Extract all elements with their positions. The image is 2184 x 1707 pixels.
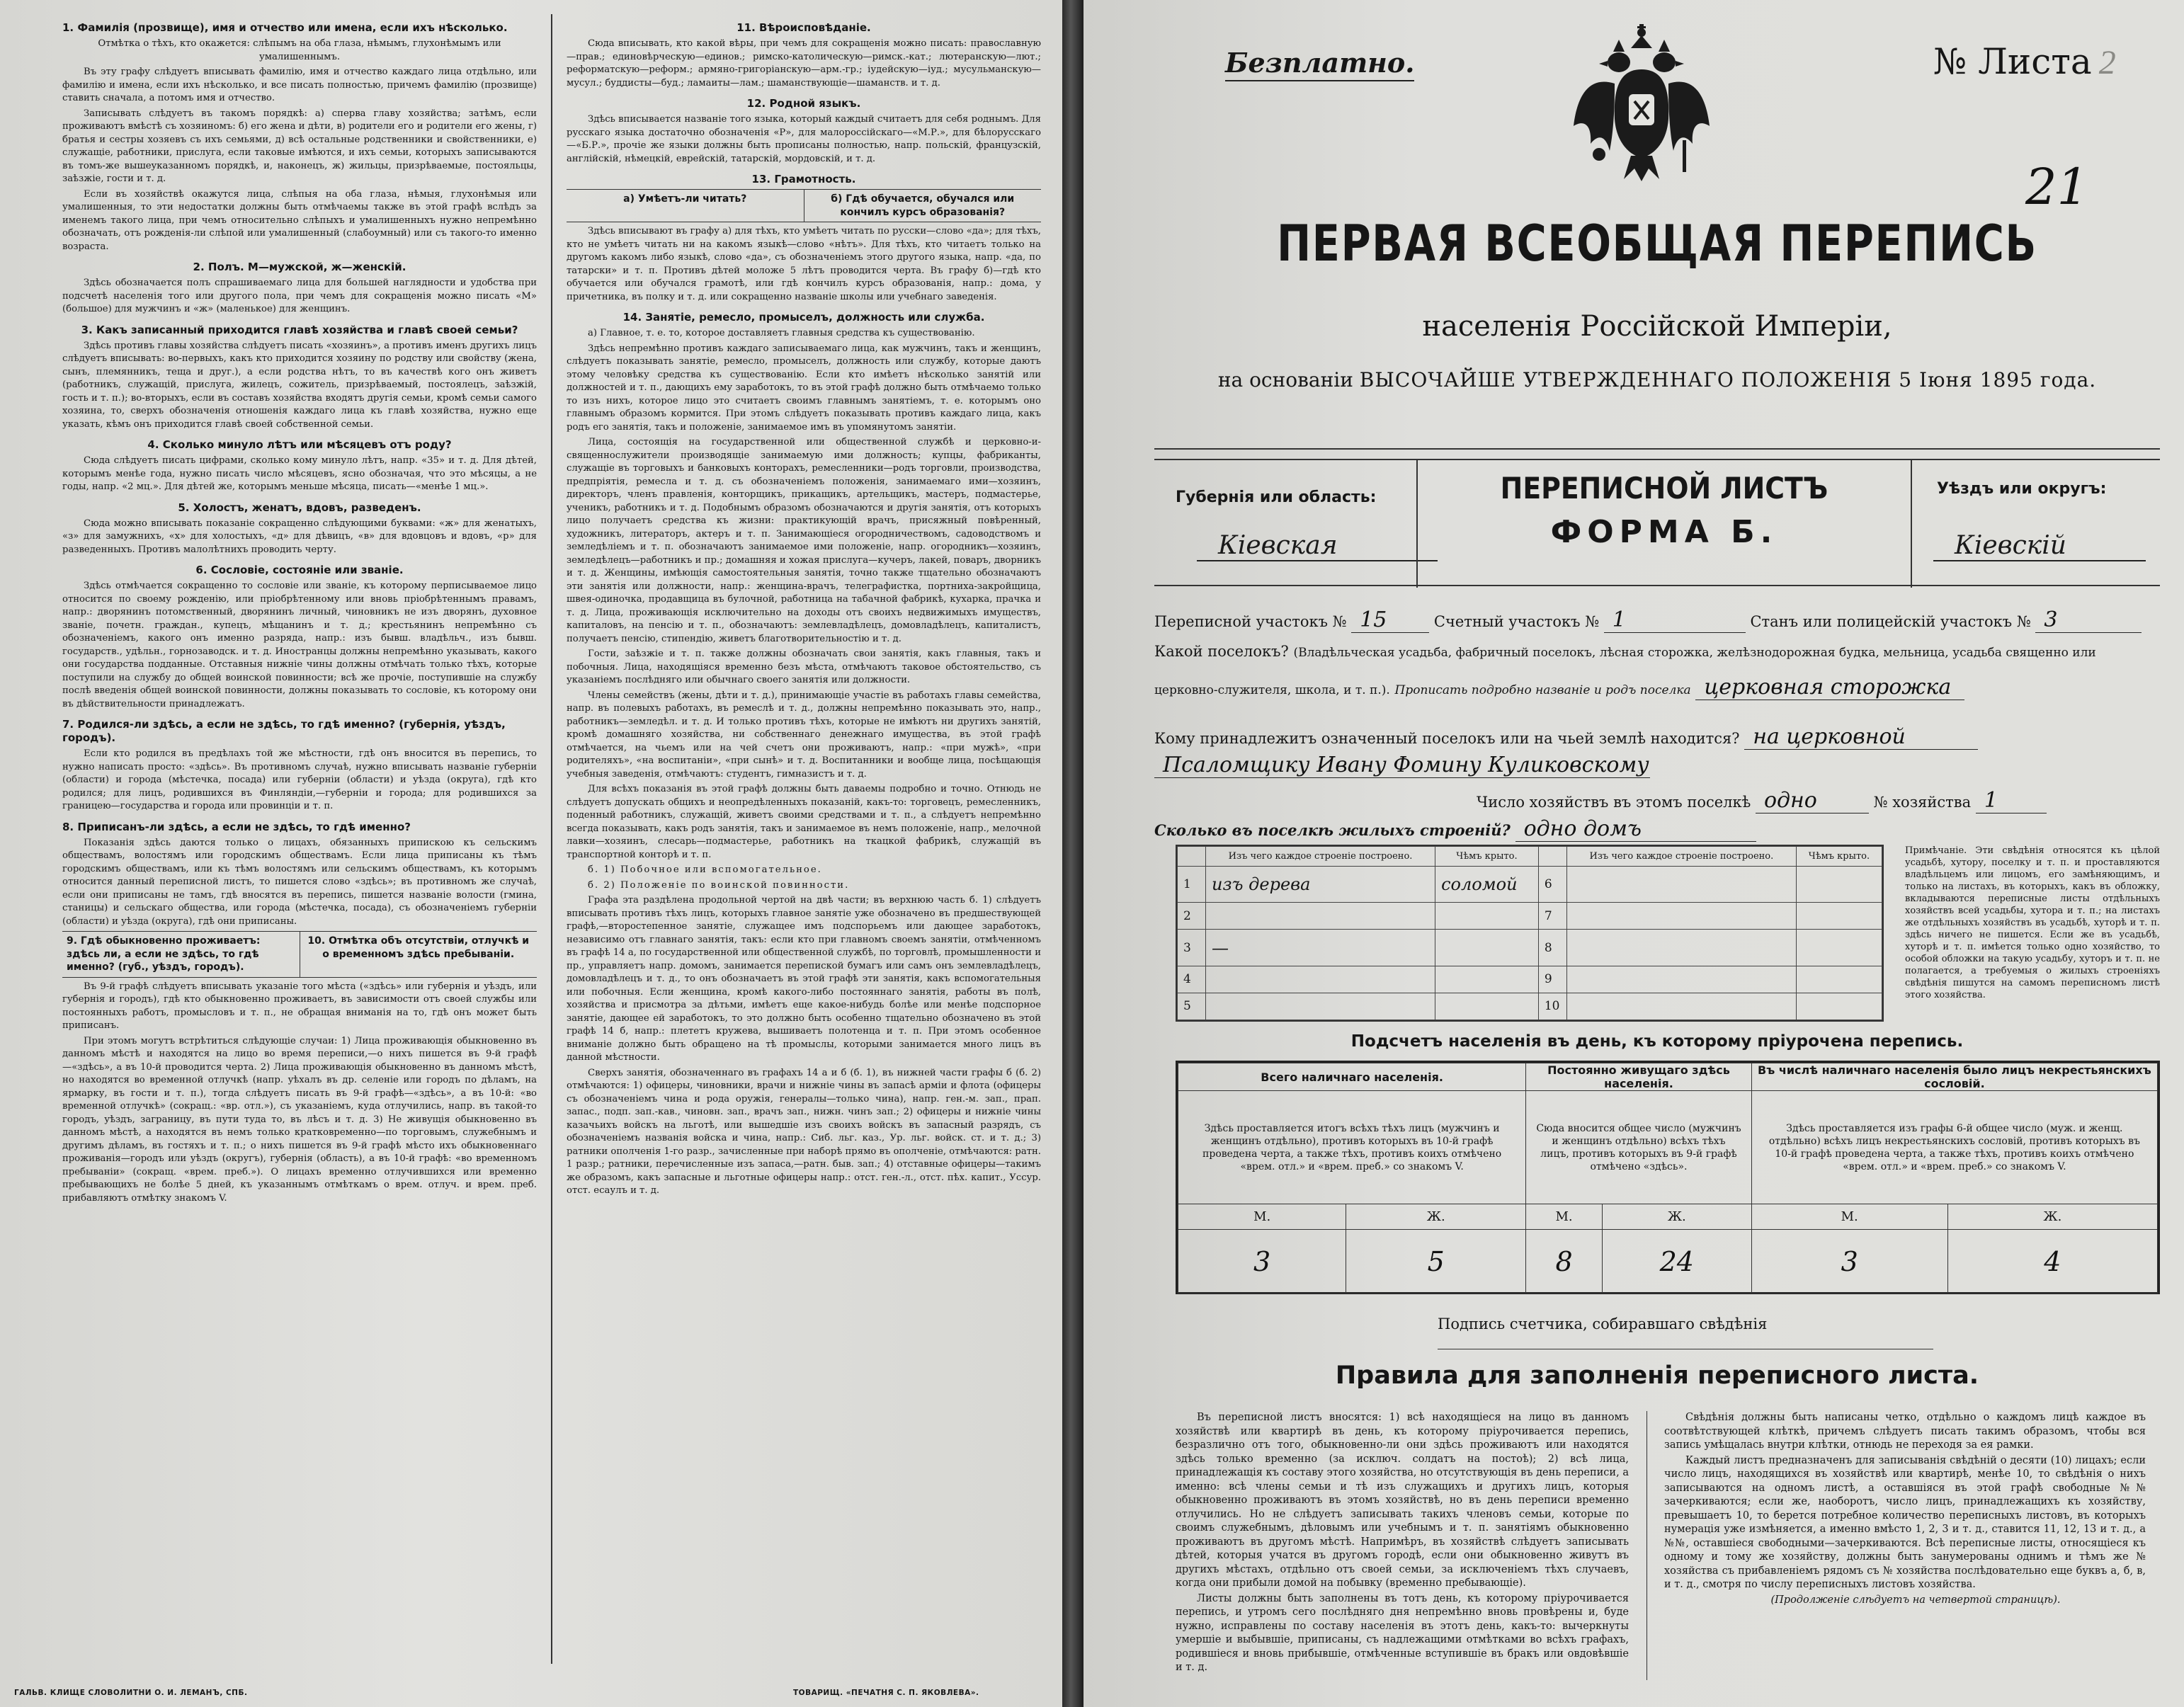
owner-value[interactable]: на церковной xyxy=(1744,724,1978,750)
column-divider xyxy=(551,14,552,1664)
section-paragraph: а) Главное, т. е. то, которое доставляетъ главныя средства къ существованію. xyxy=(588,328,975,338)
rules-paragraph: Листы должны быть заполнены въ тотъ день, къ которому пріурочивается перепись, и утромъ сего послѣдняго дня непремѣнно вновь провѣрены и, буде нужно, исправлены по составу населенія въ этотъ день, какъ-то: вычеркнуты умершіе и выбывшіе, приписаны, съ надлежащими отмѣтками во всѣхъ графахъ, родившіеся и вновь прибывшіе, отмѣченные вступившіе въ бракъ или овдовѣвшіе и т. д. xyxy=(1176,1592,1629,1673)
signature-label: Подпись счетчика, собиравшаго свѣдѣнія xyxy=(1438,1315,1768,1332)
population-header-resident: Постоянно живущаго здѣсь населенія. xyxy=(1526,1063,1752,1091)
printer-imprint-right: ТОВАРИЩ. «ПЕЧАТНЯ С. П. ЯКОВЛЕВА». xyxy=(793,1689,979,1697)
section-paragraph: Графа эта раздѣлена продольной чертой на двѣ части; въ верхнюю часть б. 1) слѣдуетъ вписывать противъ тѣхъ лицъ, которыхъ главное занятіе уже обозначено въ предшествующей графѣ,—второстепенное занятіе, служащее имъ подспорьемъ или дающее заработокъ, независимо отъ главнаго занятія, такъ: если кто при главномъ своемъ занятіи, отмѣченномъ въ графѣ 14 а, по государственной или общественной службѣ, по торговлѣ, промышленности и пр., управляетъ напр. домомъ, занимается перепиской бумагъ или самъ онъ землевладѣлецъ, домовладѣлецъ и т. д., то онъ обозначаетъ въ этой графѣ эти занятія, какъ вспомогательныя или побочныя. Если женщина, кромѣ какого-либо постояннаго занятія, работы въ полѣ, хозяйства и присмотра за дѣтьми, имѣетъ еще какое-нибудь болѣе или менѣе подспорное занятіе, дающее ей заработокъ, то это должно быть особенно тщательно обозначено въ этой графѣ 14 б, напр.: плететъ кружева, вышиваетъ полотенца и т. п. При этомъ особенное вниманіе должно быть обращено на тѣ промыслы, которыми занимается много лицъ въ данной мѣстности. xyxy=(567,895,1041,1063)
male-column-label: М. xyxy=(1178,1204,1346,1230)
table-row xyxy=(1178,993,1882,1020)
sheet-number-field xyxy=(1933,41,2116,82)
section-heading: 4. Сколько минуло лѣтъ или мѣсяцевъ отъ роду? xyxy=(147,438,452,451)
uezd-value[interactable]: Кіевскій xyxy=(1933,531,2146,561)
table-row xyxy=(1178,867,1882,903)
population-description: Здѣсь проставляется изъ графы 6-й общее число (муж. и женщ. отдѣльно) всѣхъ лицъ некрестьянскихъ сословій, противъ которыхъ въ 10-й графѣ проведена черта, а также тѣхъ, противъ коихъ отмѣчено «врем. отл.» и «врем. преб.» со знакомъ V. xyxy=(1751,1091,2157,1204)
table-header: Чѣмъ крыто. xyxy=(1796,847,1882,867)
sheet-number-value: 2 xyxy=(2098,44,2116,81)
present-female-count[interactable]: 5 xyxy=(1346,1230,1526,1294)
section-paragraph: Въ 9-й графѣ слѣдуетъ вписывать указаніе того мѣста («здѣсь» или губернія и уѣздъ, или губернія и городъ), гдѣ кто обыкновенно проживаетъ, въ зависимости отъ своей службы или постоянныхъ работъ, промысловъ и т. п., не обращая вниманія на то, гдѣ онъ может быть приписанъ. xyxy=(62,981,537,1031)
section-heading: 8. Приписанъ-ли здѣсь, а если не здѣсь, то гдѣ именно? xyxy=(62,820,411,833)
form-variant: ФОРМА Б. xyxy=(1550,514,1778,550)
uezd-label: Уѣздъ или округъ: xyxy=(1937,480,2107,498)
table-header: Чѣмъ крыто. xyxy=(1435,847,1539,867)
section-heading: 1. Фамилія (прозвище), имя и отчество или имена, если ихъ нѣсколько. xyxy=(62,21,508,34)
form-title-box xyxy=(1416,460,1912,588)
building-roof-cell[interactable] xyxy=(1435,903,1539,930)
owner-name-value[interactable]: Псаломщику Ивану Фомину Куликовскому xyxy=(1154,753,1650,778)
non-peasant-female-count[interactable]: 4 xyxy=(1947,1230,2157,1294)
building-roof-cell[interactable]: соломой xyxy=(1435,867,1539,903)
section-paragraph: Здѣсь противъ главы хозяйства слѣдуетъ писать «хозяинъ», а противъ именъ другихъ лицъ слѣдуетъ вписывать: во-первыхъ, какъ кто приходится хозяину по родству или свойству (жена, сынъ, племянникъ, теща и друг.), а если родства нѣтъ, то въ качествѣ кого онъ живетъ (работникъ, служащій, прислуга, жилецъ, сожитель, призрѣваемый, постоялецъ, заѣзжій, гость и т. п.); во-вторыхъ, если въ составъ хозяйства входятъ другія семьи, кромѣ семьи самого хозяина, то, сверхъ обозначенія отношенія каждаго лица къ главѣ хозяйства, нужно еще указать, кѣмъ онъ приходится главѣ своей собственной семьи. xyxy=(62,340,537,430)
row-number: 7 xyxy=(1538,903,1566,930)
row-number: 4 xyxy=(1178,966,1206,993)
owner-label: Кому принадлежитъ означенный поселокъ или на чьей землѣ находится? xyxy=(1154,730,1740,747)
row-number: 10 xyxy=(1538,993,1566,1020)
section-paragraph: Сверхъ занятія, обозначеннаго въ графахъ 14 а и б (б. 1), въ нижней части графы б (б. 2) отмѣчаются: 1) офицеры, чиновники, врачи и нижніе чины въ запасѣ арміи и флота (офицеры съ обозначеніемъ чина и рода оружія, генералы—только чина), напр. ген.-м. зап., прап. запас., подп. зап.-кав., чиновн. зап., врачъ зап., нижн. чинъ зап.; 2) офицеры и нижніе чины казачьихъ войскъ на льготѣ, или вышедшіе изъ своихъ войскъ въ запасный разрядъ, съ обозначеніемъ названія войска и чина, напр.: Сиб. льг. каз., Ур. льг. войск. ст. и т. д.; 3) ратники ополченія 1-го разр., зачисленные при наборѣ прямо въ ополченіе, отмѣчаются: ратн. 1 разр.; ратники, перечисленные изъ запаса,—ратн. быв. зап.; 4) отставные офицеры—такимъ же образомъ, какъ запасные и льготные офицеры напр.: отст. ген.-л., отст. пѣх. капит., Уссур. отст. есаулъ и т. д. xyxy=(567,1067,1041,1196)
section-paragraph: Отмѣтка о тѣхъ, кто окажется: слѣпымъ на оба глаза, нѣмымъ, глухонѣмымъ или умалишеннымъ. xyxy=(98,38,501,62)
printer-imprint-left: ГАЛЬВ. КЛИЩЕ СЛОВОЛИТНИ О. И. ЛЕМАНЪ, СПБ. xyxy=(14,1689,248,1697)
legal-basis-prefix: на основаніи xyxy=(1217,368,1353,392)
settlement-line-2 xyxy=(1154,675,2160,700)
household-number-label: № хозяйства xyxy=(1873,794,1972,811)
row-number: 5 xyxy=(1178,993,1206,1020)
buildings-table xyxy=(1176,845,1884,1022)
settlement-label: Какой поселокъ? xyxy=(1154,643,1289,660)
building-material-cell[interactable] xyxy=(1206,966,1435,993)
households-label: Число хозяйствъ въ этомъ поселкѣ xyxy=(1477,794,1751,811)
section-heading: 9. Гдѣ обыкновенно проживаетъ: здѣсь ли, а если не здѣсь, то гдѣ именно? (губ., уѣздъ, городъ). xyxy=(67,935,261,973)
section-heading: 2. Полъ. М—мужской, ж—женскій. xyxy=(193,261,406,273)
section-subheading: б. 1) Побочное или вспомогательное. xyxy=(588,864,822,875)
buildings-value[interactable]: одно домъ xyxy=(1515,816,1756,842)
population-header-present: Всего наличнаго населенія. xyxy=(1178,1063,1526,1091)
stan-value[interactable]: 3 xyxy=(2035,607,2142,633)
row-number: 1 xyxy=(1178,867,1206,903)
section-paragraph: Гости, заѣзжіе и т. п. также должны обозначать свои занятія, какъ главныя, такъ и побочныя. Лица, находящіяся временно безъ мѣста, отмѣчаютъ таковое обстоятельство, съ указаніемъ послѣдняго или обычнаго своего занятія или должности. xyxy=(567,649,1041,685)
rules-continuation: (Продолженіе слѣдуетъ на четвертой страницѣ). xyxy=(1770,1594,2061,1606)
rules-paragraph: Въ переписной листъ вносятся: 1) всѣ находящіеся на лицо въ данномъ хозяйствѣ или квартирѣ въ день, къ которому пріурочивается перепись, безразлично отъ того, обыкновенно-ли они здѣсь проживаютъ или находятся здѣсь только временно (за исключ. солдатъ на постоѣ); 2) всѣ лица, принадлежащія къ составу этого хозяйства, но отсутствующія въ день переписи, а именно: всѣ члены семьи и тѣ изъ служащихъ и другихъ лицъ, которыя обыкновенно проживаютъ въ этомъ хозяйствѣ, но въ день переписи временно отлучились. Но не слѣдуетъ записывать такихъ членовъ семьи, которые по своимъ служебнымъ, дѣловымъ или учебнымъ и т. п. занятіямъ обыкновенно проживаютъ въ другомъ мѣстѣ. Напримѣръ, въ хозяйствѣ слѣдуетъ записывать дѣтей, которыя учатся въ другомъ городѣ, если они обыкновенно живутъ въ другихъ мѣстахъ, отдѣльно отъ своей семьи, за исключеніемъ тѣхъ случаевъ, когда они прибыли домой на побывку (временно пребывающіе). xyxy=(1176,1412,1629,1589)
census-legal-basis xyxy=(1154,368,2160,392)
section-heading: 14. Занятіе, ремесло, промыселъ, должность или служба. xyxy=(622,311,985,324)
section-paragraph: Если въ хозяйствѣ окажутся лица, слѣпыя на оба глаза, нѣмыя, глухонѣмыя или умалишенныя, то эти недостатки должны быть отмѣчаемы также въ этой графѣ вслѣдъ за именемъ такого лица, при чемъ относительно слѣпыхъ и умалишенныхъ нужно непремѣнно обозначать, отъ рожденія-ли слѣпой или умалишенный (слабоумный) или съ такого-то именно возраста. xyxy=(62,188,537,252)
book-gutter xyxy=(1062,0,1084,1707)
census-title: ПЕРВАЯ ВСЕОБЩАЯ ПЕРЕПИСЬ xyxy=(1277,215,2037,273)
sheet-label: № Листа xyxy=(1933,41,2092,82)
section-heading: а) Умѣетъ-ли читать? xyxy=(623,193,747,205)
section-paragraph: При этомъ могутъ встрѣтиться слѣдующіе случаи: 1) Лица проживающія обыкновенно въ данномъ мѣстѣ и находятся на лицо во время переписи,—о нихъ пишется въ 9-й графѣ—«здѣсь», а въ 10-й проводится черта. 2) Лица проживающія обыкновенно въ данномъ мѣстѣ, но находятся во временной отлучкѣ (напр. уѣхалъ въ др. селеніе или городъ по дѣламъ, на ярмарку, въ гости и т. п.), тогда слѣдуетъ писать въ 9-й графѣ—«здѣсь», а въ 10-й: «во временной отлучкѣ» (сокращ.: «вр. отл.»), съ указаніемъ, куда отлучились, напр. въ такой-то городъ, уѣздъ, заграницу, въ пути туда то, въ лѣсъ и т. д. 3) Не живущія обыкновенно въ данномъ мѣстѣ, а находятся въ немъ только кратковременно—по торговымъ, служебнымъ и другимъ дѣламъ, въ гостяхъ и т. п.; о нихъ пишется въ 9-й графѣ мѣсто ихъ обыкновеннаго проживанія—городъ или уѣздъ (округъ), губернія (область), а въ 10-й графѣ: «во временномъ пребываніи» (сокращ. «врем. преб.»). О лицахъ временно отлучившихся или временно пребывающихъ не болѣе 5 дней, къ указаннымъ отмѣткамъ о врем. отлуч. и врем. преб. прибавляютъ отмѣтку знакомъ V. xyxy=(62,1035,537,1204)
section-paragraph: Записывать слѣдуетъ въ такомъ порядкѣ: а) сперва главу хозяйства; затѣмъ, если проживаютъ вмѣстѣ съ хозяиномъ: б) его жена и дѣти, в) родители его и родители его жены, г) братья и сестры хозяевъ съ ихъ семьями, д) всѣ остальные родственники и свойственники, е) служащіе, работники, прислуга, если таковые имѣются, и ихъ семьи, которыхъ записываются въ томъ-же вышеуказанномъ порядкѣ, и, наконецъ, ж) жильцы, призрѣваемые, постояльцы, заѣзжіе, гости и т. д. xyxy=(62,108,537,184)
settlement-hint: (Владѣльческая усадьба, фабричный поселокъ, лѣсная сторожка, желѣзнодорожная будка, мельница, усадьба священно или xyxy=(1293,646,2096,660)
section-13-header xyxy=(567,189,1041,222)
section-paragraph: Если кто родился въ предѣлахъ той же мѣстности, гдѣ онъ вносится въ перепись, то нужно написать просто: «здѣсь». Въ противномъ случаѣ, нужно вписывать названіе губерніи (области) и города (мѣстечка, посада) или губерніи (области) и уѣзда (округа), гдѣ кто родился; для лицъ, родившихся въ Финляндіи,—губерніи и города; для родившихся за границею—государства и города или провинціи и т. п. xyxy=(62,748,537,811)
building-roof-cell[interactable] xyxy=(1435,993,1539,1020)
table-header-number xyxy=(1178,847,1206,867)
settlement-value[interactable]: церковная сторожка xyxy=(1695,675,1964,700)
rules-column-2 xyxy=(1664,1411,2146,1609)
section-heading: 13. Грамотность. xyxy=(751,173,856,185)
section-paragraph: Сюда можно вписывать показаніе сокращенно слѣдующими буквами: «ж» для женатыхъ, «з» для замужнихъ, «х» для холостыхъ, «д» для дѣвицъ, «в» для вдовцовъ и вдовъ, «р» для разведенныхъ. Противъ малолѣтнихъ проводить черту. xyxy=(62,518,537,555)
building-material-cell[interactable] xyxy=(1206,903,1435,930)
form-title: ПЕРЕПИСНОЙ ЛИСТЪ xyxy=(1500,471,1828,506)
settlement-hint: церковно-служителя, школа, и т. п.). xyxy=(1154,683,1390,697)
male-column-label: М. xyxy=(1526,1204,1603,1230)
row-number: 6 xyxy=(1538,867,1566,903)
buildings-label: Сколько въ поселкѣ жилыхъ строеній? xyxy=(1154,821,1511,839)
table-row xyxy=(1178,903,1882,930)
section-paragraph: Здѣсь непремѣнно противъ каждаго записываемаго лица, как мужчинъ, такъ и женщинъ, слѣдуетъ показывать занятіе, ремесло, промыселъ, должность или службу, которые даютъ этому человѣку средства къ существованію. Если кто имѣетъ нѣсколько занятій или должностей и т. п., дающихъ ему заработокъ, то въ этой графѣ должно быть отмѣчаемо только то изъ нихъ, которое лицо это считаетъ своимъ главнымъ занятіемъ, т. е. которымъ оно главнымъ образомъ кормится. При этомъ слѣдуетъ показывать противъ каждаго лица, какъ родъ его занятія, такъ и положеніе, занимаемое имъ въ упомянутомъ занятіи. xyxy=(567,343,1041,433)
building-material-cell[interactable]: изъ дерева xyxy=(1206,867,1435,903)
instructions-column-2 xyxy=(567,14,1041,1674)
building-material-cell[interactable] xyxy=(1206,993,1435,1020)
population-count-title: Подсчетъ населенія въ день, къ которому пріурочена перепись. xyxy=(1350,1032,1964,1051)
handwritten-page-number: 21 xyxy=(2025,158,2089,216)
free-label: Безплатно. xyxy=(1225,47,1414,81)
section-9-10-header xyxy=(62,931,537,978)
table-row xyxy=(1178,966,1882,993)
row-number: 3 xyxy=(1178,930,1206,966)
table-header-number xyxy=(1538,847,1566,867)
population-count-table xyxy=(1176,1061,2160,1294)
building-roof-cell[interactable] xyxy=(1796,867,1882,903)
district-value[interactable]: 15 xyxy=(1351,607,1429,633)
district-line xyxy=(1154,607,2160,633)
census-subtitle: населенія Россійской Имперіи, xyxy=(1422,310,1892,343)
section-heading: 7. Родился-ли здѣсь, а если не здѣсь, то гдѣ именно? (губернія, уѣздъ, городъ). xyxy=(62,718,506,744)
section-paragraph: Здѣсь вписывается названіе того языка, который каждый считаетъ для себя роднымъ. Для русскаго языка достаточно обозначенія «Р», для малороссійскаго—«М.Р.», для бѣлорусскаго—«Б.Р.», прочіе же языки должны быть прописаны полностью, напр. польскій, французскій, англійскій, нѣмецкій, еврейскій, татарскій, мордовскій, и т. д. xyxy=(567,114,1041,164)
census-form xyxy=(1154,13,2160,1691)
population-description: Сюда вносится общее число (мужчинъ и женщинъ отдѣльно) всѣхъ тѣхъ лицъ, противъ которыхъ въ 9-й графѣ отмѣчено «здѣсь». xyxy=(1526,1091,1752,1204)
column-divider xyxy=(1646,1411,1647,1680)
resident-female-count[interactable]: 24 xyxy=(1602,1230,1751,1294)
building-roof-cell[interactable] xyxy=(1435,930,1539,966)
row-number: 9 xyxy=(1538,966,1566,993)
row-number: 2 xyxy=(1178,903,1206,930)
households-line xyxy=(1477,788,2160,813)
section-heading: 11. Вѣроисповѣданіе. xyxy=(736,21,871,34)
table-row xyxy=(1178,930,1882,966)
row-number: 8 xyxy=(1538,930,1566,966)
legal-basis-text: ВЫСОЧАЙШЕ УТВЕРЖДЕННАГО ПОЛОЖЕНІЯ 5 Іюня 1895 года. xyxy=(1359,368,2097,392)
section-paragraph: Сюда слѣдуетъ писать цифрами, сколько кому минуло лѣтъ, напр. «35» и т. д. Для дѣтей, которымъ менѣе года, нужно писать число мѣсяцевъ, ясно обозначая, что это мѣсяцы, а не годы, напр. «2 мц.». Для дѣтей же, которымъ меньше мѣсяца, писать—«менѣе 1 мц.». xyxy=(62,455,537,492)
signature-line xyxy=(1438,1315,2160,1349)
section-paragraph: Для всѣхъ показанія въ этой графѣ должны быть даваемы подробно и точно. Отнюдь не слѣдуетъ допускать общихъ и неопредѣленныхъ показаній, какъ-то: торговецъ, ремесленникъ, поденный работникъ, служащій, живетъ своими средствами и т. п., а слѣдуетъ непремѣнно всегда показывать, какъ родъ занятія, такъ и занимаемое въ немъ положеніе, напр., мелочной лавки—хозяинъ, слесарь—подмастерье, работникъ на ткацкой фабрикѣ, служащій въ транспортной конторѣ и т. п. xyxy=(567,784,1041,860)
instructions-page xyxy=(0,0,1062,1707)
population-header-non-peasant: Въ числѣ наличнаго населенія было лицъ некрестьянскихъ сословій. xyxy=(1751,1063,2157,1091)
gubernia-value[interactable]: Кіевская xyxy=(1197,531,1438,561)
section-heading: 3. Какъ записанный приходится главѣ хозяйства и главѣ своей семьи? xyxy=(81,323,518,336)
non-peasant-male-count[interactable]: 3 xyxy=(1751,1230,1947,1294)
building-material-cell[interactable]: — xyxy=(1206,930,1435,966)
buildings-note: Примѣчаніе. Эти свѣдѣнія относятся къ цѣлой усадьбѣ, хутору, поселку и т. п. и проставляются владѣльцемъ или лицомъ, его замѣняющимъ, и только на листахъ, въ которыхъ, какъ въ обложку, вкладываются переписные листы отдѣльныхъ хозяйствъ всей усадьбы, хутора и т. п.; на листахъ же отдѣльныхъ хозяйствъ въ усадьбѣ, хуторѣ и т. п. здѣсь ничего не пишется. Если же въ усадьбѣ, хуторѣ и т. п. имѣется только одно хозяйство, то особой обложки на такую усадьбу, хуторъ и т. п. не полагается, а требуемыя о жилыхъ строеніяхъ свѣдѣнія пишутся на самомъ переписномъ листѣ этого хозяйства. xyxy=(1905,845,2160,1000)
building-roof-cell[interactable] xyxy=(1796,993,1882,1020)
female-column-label: Ж. xyxy=(1602,1204,1751,1230)
male-column-label: М. xyxy=(1751,1204,1947,1230)
rules-column-1 xyxy=(1176,1411,1629,1677)
section-heading: 12. Родной языкъ. xyxy=(746,97,861,110)
resident-male-count[interactable]: 8 xyxy=(1526,1230,1603,1294)
owner-line xyxy=(1154,724,2160,750)
population-description: Здѣсь проставляется итогъ всѣхъ тѣхъ лицъ (мужчинъ и женщинъ отдѣльно), противъ которыхъ въ 10-й графѣ проведена черта, а также тѣхъ, противъ коихъ отмѣчено «врем. отл.» и «врем. преб.» со знакомъ V. xyxy=(1178,1091,1526,1204)
section-paragraph: Здѣсь отмѣчается сокращенно то сословіе или званіе, къ которому перписываемое лицо относится по своему рожденію, или пріобрѣтенному или вновь пріобрѣтеннымъ правамъ, напр.: дворянинъ потомственный, дворянинъ личный, чиновникъ не изъ дворянъ, духовное званіе, почетн. граждан., купецъ, мѣщанинъ и т. д.; крестьянинъ непремѣнно съ обозначеніемъ, какого онъ именно разряда, напр.: изъ бывш. владѣльч., изъ бывш. государств., удѣльн., горнозаводск. и т. д. Иностранцы должны непремѣнно указывать, какого они государства подданные. Отставныя нижніе чины должны отмѣчать только тѣхъ, которые поступили на службу до общей воинской повинности; всѣ же прочіе, поступившіе на службу послѣ введенія общей воинской повинности, должны показывать то сословіе, къ которому они въ дѣйствительности принадлежатъ. xyxy=(62,581,537,709)
building-roof-cell[interactable] xyxy=(1435,966,1539,993)
double-headed-eagle-icon xyxy=(1571,20,1712,183)
section-heading: 10. Отмѣтка объ отсутствіи, отлучкѣ и о временномъ здѣсь пребываніи. xyxy=(300,932,538,977)
section-heading: б) Гдѣ обучается, обучался или кончилъ курсъ образованія? xyxy=(804,190,1042,222)
form-header-box xyxy=(1154,459,2160,586)
district-label: Переписной участокъ № xyxy=(1154,613,1347,630)
table-header: Изъ чего каждое строеніе построено. xyxy=(1566,847,1796,867)
buildings-line xyxy=(1154,816,2160,842)
rules-paragraph: Каждый листъ предназначенъ для записыванія свѣдѣній о десяти (10) лицахъ; если число лицъ, находящихся въ хозяйствѣ или квартирѣ, менѣе 10, то свѣдѣнія о нихъ записываются на одномъ листѣ, а оставшіяся въ этой графѣ свободные №№ зачеркиваются; если же, наоборотъ, число лицъ, принадлежащихъ къ хозяйству, превышаетъ 10, то берется потребное количество переписныхъ листовъ, въ которыхъ нумерація уже измѣняется, а именно вмѣсто 1, 2, 3 и т. д., ставится 11, 12, 13 и т. д., а №№, оставшіеся свободными—зачеркиваются. Всѣ переписные листы, относящіеся къ одному и тому же хозяйству, должны быть занумерованы однимъ и тѣмъ же № хозяйства съ прибавленіемъ рядомъ съ № хозяйства послѣдовательно еще буквъ а, б, в, и т. д., смотря по числу переписныхъ листовъ хозяйства. xyxy=(1664,1454,2146,1590)
household-number-value[interactable]: 1 xyxy=(1976,788,2047,813)
building-roof-cell[interactable] xyxy=(1796,903,1882,930)
building-material-cell[interactable] xyxy=(1566,930,1796,966)
building-roof-cell[interactable] xyxy=(1796,930,1882,966)
gubernia-label: Губернія или область: xyxy=(1176,489,1377,506)
building-material-cell[interactable] xyxy=(1566,867,1796,903)
settlement-line xyxy=(1154,643,2160,660)
stan-label: Станъ или полицейскій участокъ № xyxy=(1750,613,2031,630)
rules-paragraph: Свѣдѣнія должны быть написаны четко, отдѣльно о каждомъ лицѣ каждое въ соотвѣтствующей клѣткѣ, причемъ слѣдуетъ писать такимъ образомъ, чтобы вся запись умѣщалась внутри клѣтки, отнюдь не переходя за ея рамки. xyxy=(1664,1412,2146,1451)
section-paragraph: Въ эту графу слѣдуетъ вписывать фамилію, имя и отчество каждаго лица отдѣльно, или фамилію и имена, если ихъ нѣсколько, и все писать полностью, причемъ фамилію (прозвище) ставить сначала, а потомъ имя и отчество. xyxy=(62,67,537,103)
building-material-cell[interactable] xyxy=(1566,966,1796,993)
table-header: Изъ чего каждое строеніе построено. xyxy=(1206,847,1435,867)
building-material-cell[interactable] xyxy=(1566,993,1796,1020)
section-subheading: б. 2) Положеніе по воинской повинности. xyxy=(588,879,850,891)
count-district-value[interactable]: 1 xyxy=(1604,607,1746,633)
female-column-label: Ж. xyxy=(1346,1204,1526,1230)
count-district-label: Счетный участокъ № xyxy=(1433,613,1600,630)
section-heading: 5. Холостъ, женатъ, вдовъ, разведенъ. xyxy=(178,501,421,514)
section-paragraph: Здѣсь вписывают въ графу а) для тѣхъ, кто умѣетъ читать по русски—слово «да»; для тѣхъ, кто не умѣетъ читать ни на какомъ языкѣ—слово «нѣтъ». Для тѣхъ, кто читаетъ только на другомъ какомъ либо языкѣ, слово «да», съ обозначеніемъ этого другого языка, напр. «да, по татарски» и т. п. Противъ дѣтей моложе 5 лѣтъ проводится черта. Въ графу б)—гдѣ кто обучается или обучался грамотѣ, или гдѣ кончилъ курсъ образованія, напр.: дома, у причетника, въ полку и т. д. или сокращенно названіе школы или учебнаго заведенія. xyxy=(567,226,1041,302)
section-heading: 6. Сословіе, состояніе или званіе. xyxy=(195,564,404,576)
section-paragraph: Показанія здѣсь даются только о лицахъ, обязанныхъ припискою къ сельскимъ обществамъ, волостямъ или городскимъ обществамъ. Если лица приписаны къ тѣмъ городскимъ обществамъ, или къ тѣмъ волостямъ или сельскимъ обществамъ, къ которымъ относится данный переписной листъ, то пишется слово «здѣсь»; въ противномъ же случаѣ, если они приписаны не тамъ, гдѣ вносятся въ перепись, пишется названіе волости (гмина, станицы) и сельскаго общества, или города (мѣстечка, посада), съ обозначеніемъ губерніи (области) и уѣзда (округа), гдѣ они приписаны. xyxy=(62,837,537,927)
building-roof-cell[interactable] xyxy=(1796,966,1882,993)
section-paragraph: Здѣсь обозначается полъ спрашиваемаго лица для большей наглядности и удобства при подсчетѣ населенія того или другого пола, при чемъ для сокращенія можно писать «М» (большое) для мужчинъ и «ж» (маленькое) для женщинъ. xyxy=(62,278,537,314)
owner-line-2 xyxy=(1154,753,2160,778)
divider xyxy=(1154,448,2160,450)
section-paragraph: Члены семействъ (жены, дѣти и т. д.), принимающіе участіе въ работахъ главы семейства, напр. въ полевыхъ работахъ, въ ремеслѣ и т. д., должны непремѣнно показывать это, напр., работникъ—земледѣл. и т. д. И только противъ тѣхъ, которые не имѣютъ ни другихъ занятій, кромѣ домашняго хозяйства, ни собственнаго денежнаго имущества, въ этой графѣ отмѣчается, на чьемъ или на чей счетъ они проживаютъ, напр.: «при мужѣ», «при родителяхъ», «на воспитаніи», «при сынѣ» и т. д. Воспитанники и вообще лица, посѣщающія учебныя заведенія, отмѣчаютъ: студентъ, гимназистъ и т. д. xyxy=(567,690,1041,780)
rules-title: Правила для заполненія переписного листа. xyxy=(1335,1361,1979,1390)
female-column-label: Ж. xyxy=(1947,1204,2157,1230)
settlement-hint: Прописать подробно названіе и родъ поселка xyxy=(1394,683,1691,697)
households-value[interactable]: одно xyxy=(1756,788,1869,813)
section-paragraph: Лица, состоящія на государственной или общественной службѣ и церковно-и-священнослужители производящіе занимаемую ими должность; купцы, фабриканты, служащіе въ торговыхъ и банковыхъ конторахъ, ремесленники—родъ торговли, производства, предпріятія, ремесла и т. д. съ обозначеніемъ положенія, занимаемаго ими—хозяинъ, директоръ, членъ правленія, конторщикъ, прикащикъ, артельщикъ, мастеръ, подмастерье, ученикъ, работникъ и т. д. Подобнымъ образомъ обозначаются и другія занятія, отъ которыхъ лицо получаетъ средства къ жизни: практикующій врачъ, присяжный повѣренный, художникъ, литераторъ, актеръ и т. п. Занимающіеся огородничествомъ, садоводствомъ и земледѣліемъ и т. п. обозначаютъ занимаемое ими положеніе, напр. огородникъ—хозяинъ, земледѣлецъ—работникъ и пр.; домашняя и хожая прислуга—кучеръ, лакей, поваръ, дворникъ и т. д. Женщины, имѣющія самостоятельныя занятія, точно также тщательно обозначаютъ эти занятія или должности, напр.: женщина-врачъ, телеграфистка, портниха-закройщица, швея-одиночка, продавщица въ булочной, работница на табачной фабрикѣ, кухарка, прачка и т. д. Лица, проживающія исключительно на доходы отъ своихъ недвижимыхъ имуществъ, капиталовъ, на пенсію и т. п., обозначаютъ: землевладѣлецъ, домовладѣлецъ, капиталистъ, получаетъ пенсію, стипендію, живетъ благотворительностію и т. д. xyxy=(567,437,1041,644)
instructions-column-1 xyxy=(62,14,537,1674)
building-material-cell[interactable] xyxy=(1566,903,1796,930)
section-paragraph: Сюда вписывать, кто какой вѣры, при чемъ для сокращенія можно писать: православную—прав.; единовѣрческую—единов.; римско-католическую—римск.-кат.; лютеранскую—лют.; реформатскую—реформ.; армяно-григоріанскую—арм.-гр.; іудейскую—іуд.; мусульманскую—мусул.; буддисты—буд.; ламаиты—лам.; шаманствующіе—шаманств. и т. д. xyxy=(567,38,1041,89)
present-male-count[interactable]: 3 xyxy=(1178,1230,1346,1294)
